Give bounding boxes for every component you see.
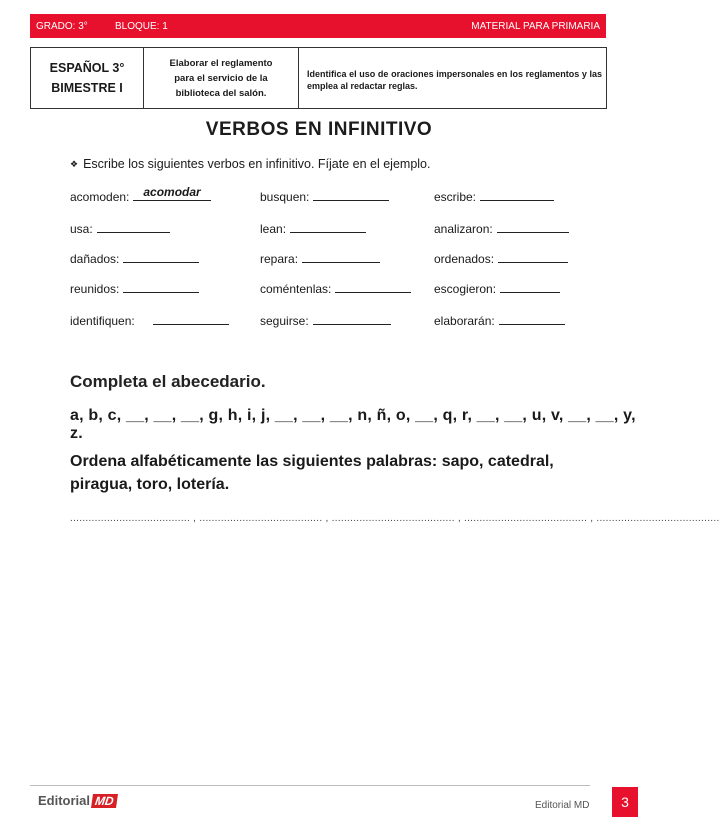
verb-item — [260, 250, 380, 266]
instruction — [70, 157, 430, 171]
verb-item — [434, 280, 560, 296]
worksheet-title: VERBOS EN INFINITIVO — [205, 119, 433, 140]
verb-label: coméntenlas: — [260, 282, 332, 296]
task-cell — [144, 48, 299, 109]
verb-item — [260, 220, 366, 236]
verb-item — [70, 185, 211, 204]
verb-label: escogieron: — [434, 282, 497, 296]
verb-item — [70, 312, 229, 328]
answer-line[interactable] — [290, 220, 366, 233]
verb-label: seguirse: — [260, 314, 309, 328]
answer-line[interactable] — [133, 185, 211, 201]
verb-label: reunidos: — [70, 282, 120, 296]
verb-label: lean: — [260, 222, 287, 236]
footer-divider — [30, 785, 590, 786]
abc-title: Completa el abecedario. — [70, 372, 266, 391]
objective-cell — [299, 48, 607, 109]
subject-name: ESPAÑOL 3° — [49, 61, 125, 75]
answer-line[interactable] — [123, 250, 199, 263]
logo-badge: MD — [91, 794, 118, 808]
objective-text: Identifica el uso de oraciones impersonales en los reglamentos y las emplea al redactar reglas. — [307, 69, 602, 91]
answer-line[interactable] — [153, 312, 229, 325]
example-answer: acomodar — [143, 185, 201, 199]
verb-label: elaborarán: — [434, 314, 495, 328]
verb-label: identifiquen: — [70, 314, 135, 328]
task-line: Elaborar el reglamento — [169, 57, 273, 69]
verb-label: escribe: — [434, 190, 477, 204]
logo-text: Editorial — [38, 793, 91, 808]
verb-label: analizaron: — [434, 222, 493, 236]
answer-dotted-lines[interactable]: ....................................... , ........................................ , ........................................ , ........................................ , ........................................ — [70, 513, 720, 524]
answer-line[interactable] — [97, 220, 170, 233]
subject-cell — [31, 48, 144, 109]
answer-line[interactable] — [313, 188, 389, 201]
verb-label: usa: — [70, 222, 93, 236]
verb-label: ordenados: — [434, 252, 495, 266]
answer-line[interactable] — [123, 280, 199, 293]
abc-sequence: a, b, c, __, __, __, g, h, i, j, __, __, __, n, ñ, o, __, q, r, __, __, u, v, __, __, y, z. — [70, 407, 636, 442]
answer-line[interactable] — [480, 188, 554, 201]
answer-line[interactable] — [302, 250, 380, 263]
answer-line[interactable] — [500, 280, 560, 293]
answer-line[interactable] — [313, 312, 391, 325]
block-label: BLOQUE: 1 — [115, 21, 168, 32]
verb-item — [70, 250, 199, 266]
verb-item — [260, 188, 389, 204]
info-table — [30, 47, 607, 109]
answer-line[interactable] — [499, 312, 565, 325]
verb-label: busquen: — [260, 190, 310, 204]
verb-label: dañados: — [70, 252, 120, 266]
task-line: para el servicio de la — [174, 72, 268, 84]
verb-item — [70, 280, 199, 296]
verb-item — [260, 280, 411, 296]
verb-label: acomoden: — [70, 190, 130, 204]
header-bar — [30, 14, 606, 38]
verb-item — [434, 312, 565, 328]
page-number: 3 — [612, 787, 638, 817]
subject-term: BIMESTRE I — [51, 81, 123, 95]
verb-item — [70, 220, 170, 236]
task-line: biblioteca del salón. — [175, 87, 267, 99]
material-label: MATERIAL PARA PRIMARIA — [471, 21, 600, 32]
publisher-logo — [38, 793, 117, 808]
order-instruction: Ordena alfabéticamente las siguientes palabras: sapo, catedral, piragua, toro, lotería. — [70, 453, 554, 493]
verb-item — [260, 312, 391, 328]
footer-publisher: Editorial MD — [535, 800, 590, 811]
verb-item — [434, 220, 569, 236]
verb-item — [434, 188, 554, 204]
instruction-text: Escribe los siguientes verbos en infinitivo. Fíjate en el ejemplo. — [83, 157, 431, 171]
answer-line[interactable] — [497, 220, 569, 233]
diamond-bullet-icon: ❖ — [70, 159, 79, 169]
answer-line[interactable] — [498, 250, 568, 263]
verb-label: repara: — [260, 252, 299, 266]
verb-item — [434, 250, 568, 266]
answer-line[interactable] — [335, 280, 411, 293]
grade-label: GRADO: 3° — [36, 21, 88, 32]
